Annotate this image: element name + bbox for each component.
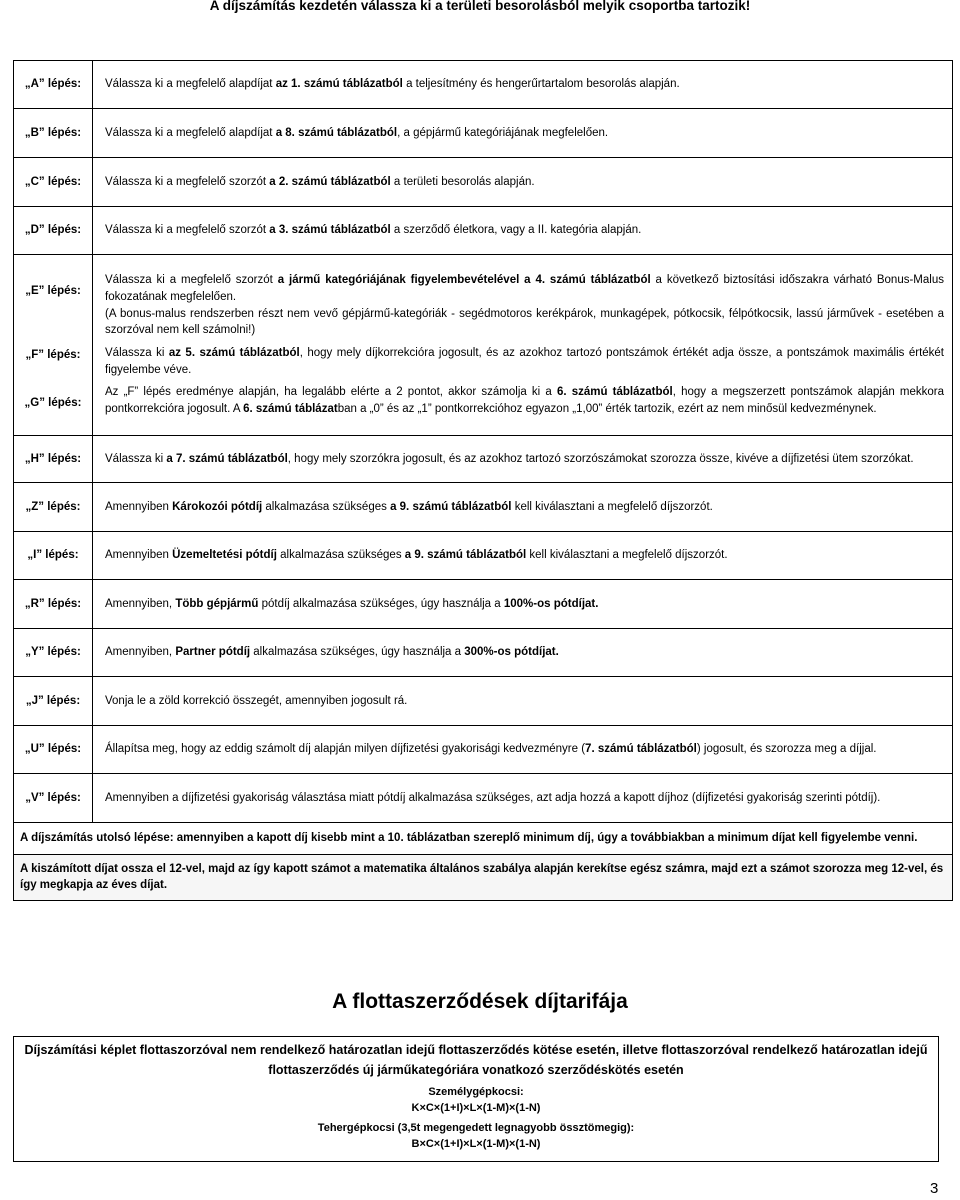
- page-number: 3: [930, 1180, 939, 1197]
- step-label-e: „E” lépés:: [25, 285, 81, 297]
- truck-formula: B×C×(1+I)×L×(1-M)×(1-N): [411, 1138, 541, 1150]
- step-label: „Z” lépés:: [14, 483, 93, 532]
- steps-table: [13, 60, 953, 901]
- step-label: „U” lépés:: [14, 726, 93, 774]
- step-row-v: [14, 774, 953, 823]
- step-label: „I” lépés:: [14, 532, 93, 580]
- final-note-row-1: [14, 823, 953, 855]
- step-row-r: [14, 580, 953, 629]
- flotta-intro: Díjszámítási képlet flottaszorzóval nem rendelkező határozatlan idejű flottaszerződés kötése esetén, illetve flottaszorzóval rendelkező határozatlan idejű flottaszerződés új járműkategóriára vonatkozó szerződéskötés esetén: [24, 1043, 928, 1077]
- step-g-text: Az „F” lépés eredménye alapján, ha legalább elérte a 2 pontot, akkor számolja ki a 6. számú táblázatból, hogy a megszerzett pontszámok alapján mekkora pontkorrekcióra jogosult. A 6. számú táblázatban a „0” és az „1” pontkorrekcióhoz egyazon „1,00” érték tartozik, ezért az nem minősül kedvezménynek.: [105, 386, 944, 416]
- final-note-1: A díjszámítás utolsó lépése: amennyiben a kapott díj kisebb mint a 10. táblázatban szereplő minimum díj, úgy a továbbiakban a minimum díjat kell figyelembe venni.: [14, 823, 953, 855]
- step-row-c: [14, 158, 953, 207]
- step-description-efg: [93, 255, 953, 436]
- step-description: Válassza ki a megfelelő szorzót a 2. számú táblázatból a területi besorolás alapján.: [93, 158, 953, 207]
- step-row-a: [14, 61, 953, 109]
- step-row-i: [14, 532, 953, 580]
- step-row-h: [14, 436, 953, 483]
- step-description: Amennyiben, Több gépjármű pótdíj alkalmazása szükséges, úgy használja a 100%-os pótdíjat.: [93, 580, 953, 629]
- final-note-2: A kiszámított díjat ossza el 12-vel, majd az így kapott számot a matematika általános szabálya alapján kerekítse egész számra, majd ezt a számot szorozza meg 12-vel, és így megkapja az éves díjat.: [14, 854, 953, 900]
- step-description: Válassza ki a 7. számú táblázatból, hogy mely szorzókra jogosult, és az azokhoz tartozó szorzószámokat szorozza össze, kivéve a díjfizetési ütem szorzókat.: [93, 436, 953, 483]
- step-label-g: „G” lépés:: [24, 397, 82, 409]
- step-description: Amennyiben Károkozói pótdíj alkalmazása szükséges a 9. számú táblázatból kell kiválasztani a megfelelő díjszorzót.: [93, 483, 953, 532]
- step-row-z: [14, 483, 953, 532]
- final-note-row-2: [14, 854, 953, 900]
- step-description: Válassza ki a megfelelő alapdíjat az 1. számú táblázatból a teljesítmény és hengerűrtartalom besorolás alapján.: [93, 61, 953, 109]
- step-f-text: Válassza ki az 5. számú táblázatból, hogy mely díjkorrekcióra jogosult, és az azokhoz tartozó pontszámok értékét adja össze, a pontszámok maximális értékét figyelembe véve.: [105, 347, 945, 376]
- step-label: „H” lépés:: [14, 436, 93, 483]
- truck-label: Tehergépkocsi (3,5t megengedett legnagyobb össztömegig):: [317, 1122, 635, 1134]
- step-row-d: [14, 207, 953, 255]
- step-row-j: [14, 677, 953, 726]
- step-description: Amennyiben a díjfizetési gyakoriság választása miatt pótdíj alkalmazása szükséges, azt adja hozzá a kapott díjhoz (díjfizetési gyakoriság szerinti pótdíj).: [93, 774, 953, 823]
- step-row-y: [14, 629, 953, 677]
- step-description: Amennyiben, Partner pótdíj alkalmazása szükséges, úgy használja a 300%-os pótdíjat.: [93, 629, 953, 677]
- step-description: Válassza ki a megfelelő alapdíjat a 8. számú táblázatból, a gépjármű kategóriájának megfelelően.: [93, 109, 953, 158]
- step-label: „C” lépés:: [14, 158, 93, 207]
- step-e-text: Válassza ki a megfelelő szorzót a jármű kategóriájának figyelembevételével a 4. számú táblázatból a következő biztosítási időszakra várható Bonus-Malus fokozatának megfelelően.: [105, 274, 944, 303]
- step-description: Vonja le a zöld korrekció összegét, amennyiben jogosult rá.: [93, 677, 953, 726]
- step-row-efg: [14, 255, 953, 436]
- step-description: Amennyiben Üzemeltetési pótdíj alkalmazása szükséges a 9. számú táblázatból kell kiválasztani a megfelelő díjszorzót.: [93, 532, 953, 580]
- step-label: „D” lépés:: [14, 207, 93, 255]
- step-label-f: „F” lépés:: [25, 349, 81, 361]
- step-description: Válassza ki a megfelelő szorzót a 3. számú táblázatból a szerződő életkora, vagy a II. kategória alapján.: [93, 207, 953, 255]
- flotta-formula-box: [13, 1036, 939, 1162]
- step-row-u: [14, 726, 953, 774]
- car-label: Személygépkocsi:: [428, 1086, 524, 1098]
- section-title: A flottaszerződések díjtarifája: [332, 990, 628, 1013]
- step-label: „R” lépés:: [14, 580, 93, 629]
- step-e-note: (A bonus-malus rendszerben részt nem vevő gépjármű-kategóriák - segédmotoros kerékpárok, munkagépek, pótkocsik, félpótkocsik, lassú járművek - esetében a szorzóval nem kell számolni!): [105, 307, 944, 337]
- step-label: „V” lépés:: [14, 774, 93, 823]
- step-description: Állapítsa meg, hogy az eddig számolt díj alapján milyen díjfizetési gyakorisági kedvezményre (7. számú táblázatból) jogosult, és szorozza meg a díjjal.: [93, 726, 953, 774]
- step-labels-efg: [14, 255, 93, 436]
- step-label: „Y” lépés:: [14, 629, 93, 677]
- step-label: „J” lépés:: [14, 677, 93, 726]
- page-title: A díjszámítás kezdetén válassza ki a területi besorolásból melyik csoportba tartozik!: [209, 0, 751, 13]
- step-label: „A” lépés:: [14, 61, 93, 109]
- step-label: „B” lépés:: [14, 109, 93, 158]
- car-formula: K×C×(1+I)×L×(1-M)×(1-N): [411, 1102, 541, 1114]
- step-row-b: [14, 109, 953, 158]
